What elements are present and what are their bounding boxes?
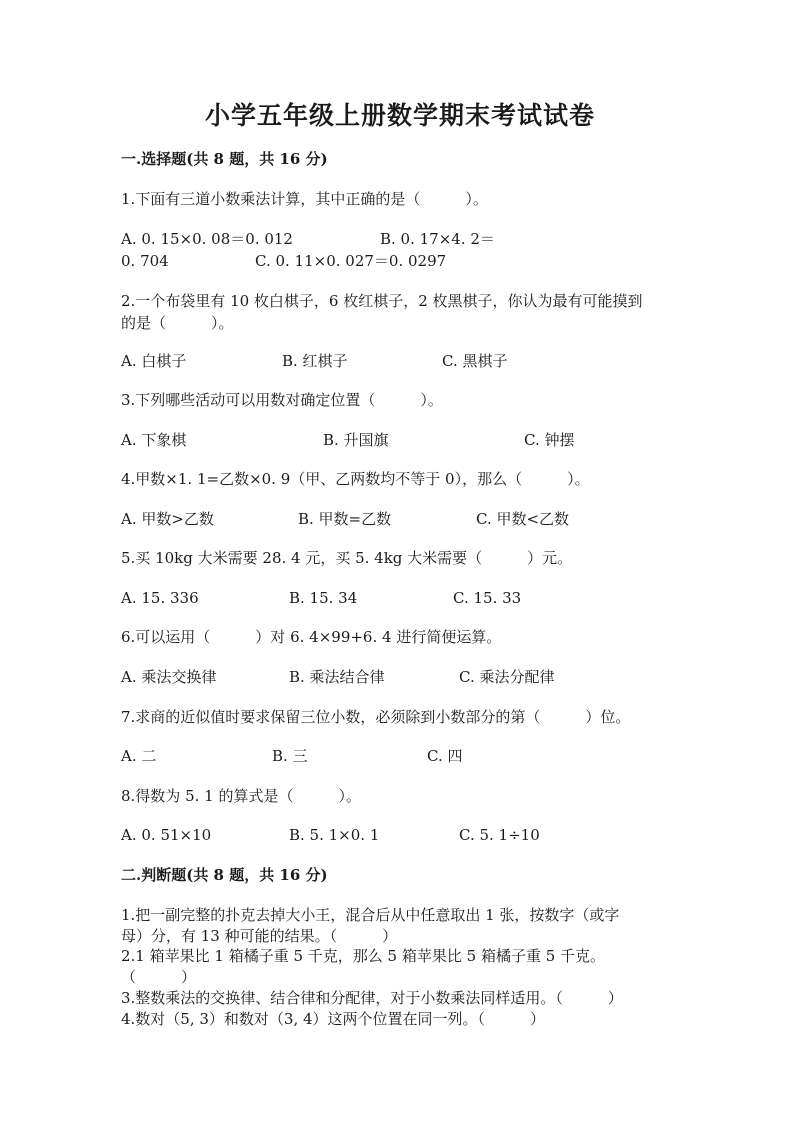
option-b: B. 三 bbox=[272, 747, 308, 765]
question-stem: 2.一个布袋里有 10 枚白棋子，6 枚红棋子，2 枚黑棋子，你认为最有可能摸到 bbox=[121, 292, 643, 310]
option-a: A. 0. 51×10 bbox=[121, 826, 212, 844]
question-stem: 3.下列哪些活动可以用数对确定位置（ ）。 bbox=[121, 391, 443, 409]
judgment-line: 2.1 箱苹果比 1 箱橘子重 5 千克，那么 5 箱苹果比 5 箱橘子重 5 千克。 bbox=[121, 947, 606, 965]
question-stem-continued: 的是（ ）。 bbox=[121, 314, 234, 332]
option-a: A. 甲数>乙数 bbox=[121, 510, 214, 528]
judgment-line: 1.把一副完整的扑克去掉大小王，混合后从中任意取出 1 张，按数字（或字 bbox=[121, 906, 620, 924]
option-b: B. 红棋子 bbox=[282, 352, 348, 370]
option-a: A. 乘法交换律 bbox=[121, 668, 217, 686]
option-b-continued: 0. 704 bbox=[121, 252, 169, 270]
option-c: C. 乘法分配律 bbox=[459, 668, 555, 686]
option-c: C. 钟摆 bbox=[524, 431, 575, 449]
option-c: C. 5. 1÷10 bbox=[459, 826, 540, 844]
question-stem: 1.下面有三道小数乘法计算，其中正确的是（ ）。 bbox=[121, 190, 488, 208]
option-c: C. 0. 11×0. 027＝0. 0297 bbox=[255, 252, 447, 270]
option-b: B. 5. 1×0. 1 bbox=[289, 826, 380, 844]
option-a: A. 下象棋 bbox=[121, 431, 187, 449]
judgment-line: 母）分，有 13 种可能的结果。（ ） bbox=[121, 927, 398, 945]
section-heading-judgment: 二.判断题(共 8 题，共 16 分) bbox=[121, 866, 328, 884]
section-heading-choice: 一.选择题(共 8 题，共 16 分) bbox=[121, 150, 328, 168]
option-a: A. 二 bbox=[121, 747, 157, 765]
question-stem: 5.买 10kg 大米需要 28. 4 元，买 5. 4kg 大米需要（ ）元。 bbox=[121, 549, 573, 567]
option-c: C. 15. 33 bbox=[453, 589, 522, 607]
option-a: A. 15. 336 bbox=[121, 589, 199, 607]
question-stem: 7.求商的近似值时要求保留三位小数，必须除到小数部分的第（ ）位。 bbox=[121, 708, 631, 726]
judgment-line: 3.整数乘法的交换律、结合律和分配律，对于小数乘法同样适用。（ ） bbox=[121, 989, 623, 1007]
question-stem: 8.得数为 5. 1 的算式是（ ）。 bbox=[121, 787, 361, 805]
question-stem: 4.甲数×1. 1=乙数×0. 9（甲、乙两数均不等于 0），那么（ ）。 bbox=[121, 470, 590, 488]
option-a: A. 0. 15×0. 08＝0. 012 bbox=[121, 230, 293, 248]
page-title: 小学五年级上册数学期末考试试卷 bbox=[204, 101, 595, 130]
option-b: B. 15. 34 bbox=[289, 589, 358, 607]
option-c: C. 黑棋子 bbox=[442, 352, 508, 370]
question-stem: 6.可以运用（ ）对 6. 4×99+6. 4 进行简便运算。 bbox=[121, 628, 502, 646]
option-b: B. 0. 17×4. 2＝ bbox=[380, 230, 495, 248]
judgment-line: （ ） bbox=[121, 968, 197, 986]
option-c: C. 四 bbox=[427, 747, 463, 765]
option-b: B. 乘法结合律 bbox=[289, 668, 385, 686]
option-b: B. 升国旗 bbox=[323, 431, 389, 449]
option-a: A. 白棋子 bbox=[121, 352, 187, 370]
option-b: B. 甲数=乙数 bbox=[298, 510, 392, 528]
judgment-line: 4.数对（5, 3）和数对（3, 4）这两个位置在同一列。（ ） bbox=[121, 1010, 546, 1028]
option-c: C. 甲数<乙数 bbox=[476, 510, 570, 528]
